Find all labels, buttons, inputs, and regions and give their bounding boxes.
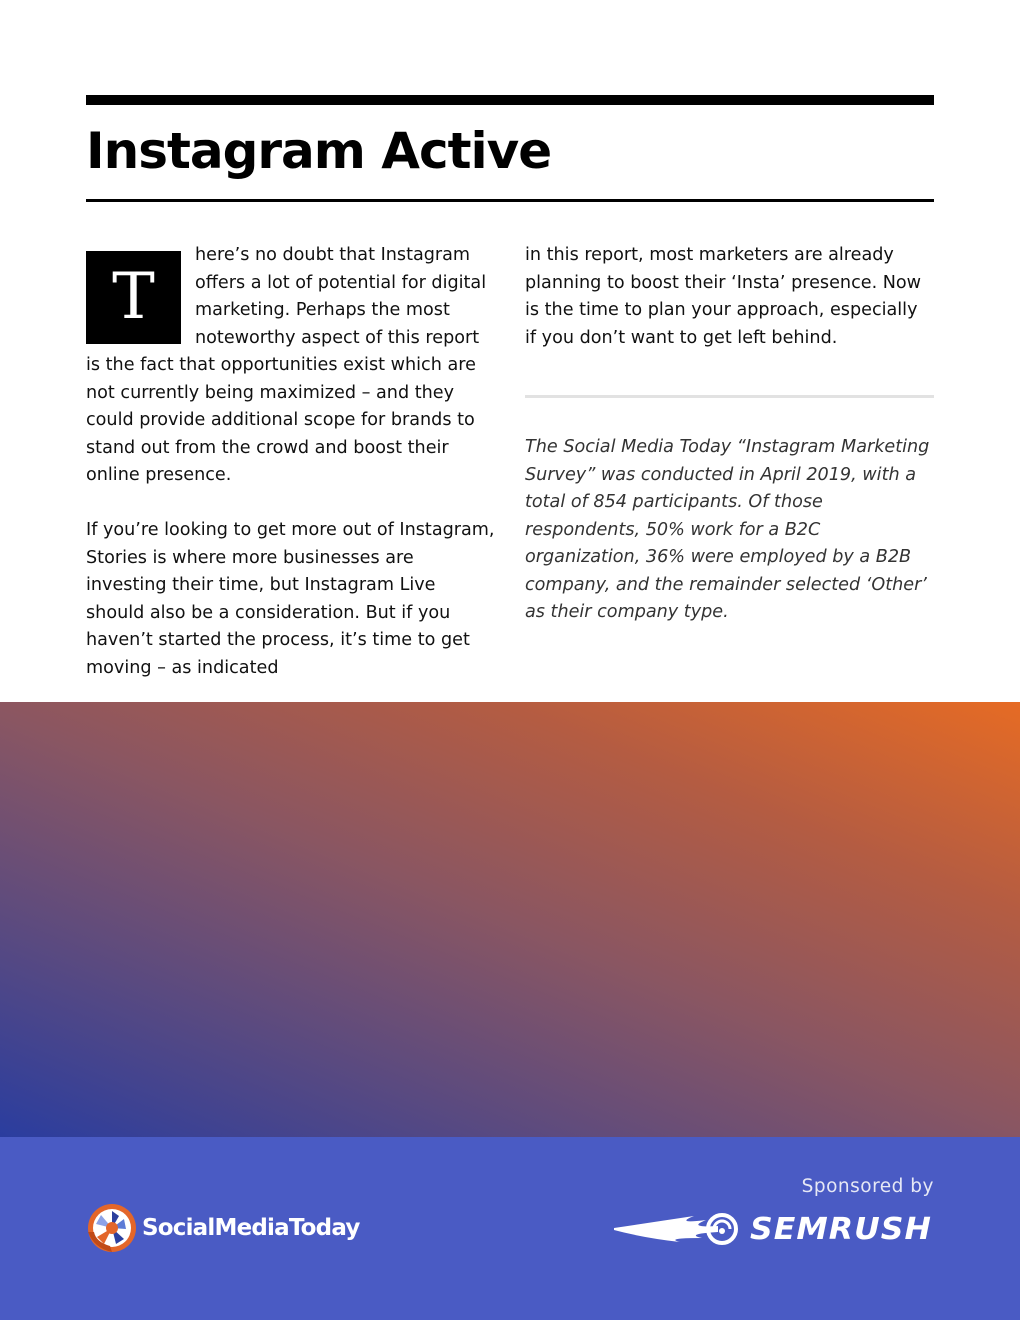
semrush-flame-icon <box>614 1215 736 1243</box>
intro-paragraph-text: here’s no doubt that Instagram offers a lot of potential for digital marketing. Perhaps the most noteworthy aspect of this report is the fact that opportunities exist which are not currently being maximized – and they could provide additional scope for brands to stand out from the crowd and boost their online presence. <box>86 245 487 485</box>
stories-paragraph: If you’re looking to get more out of Instagram, Stories is where more businesses are investing their time, but Instagram Live should also be a consideration. But if you haven’t started the process, it’s time to get moving – as indicated <box>86 520 495 678</box>
intro-paragraph <box>86 242 496 490</box>
semrush-logo <box>614 1208 934 1248</box>
sponsored-by-label: Sponsored by <box>801 1176 934 1197</box>
semrush-wordmark: SEMRUSH <box>750 1212 932 1247</box>
left-column <box>86 242 496 682</box>
dropcap: T <box>86 251 181 344</box>
right-column <box>525 242 934 352</box>
smt-logo-text: SocialMediaToday <box>142 1215 360 1241</box>
column-divider <box>525 395 934 398</box>
title-rule <box>86 199 934 202</box>
social-media-today-logo <box>86 1203 360 1253</box>
continuation-paragraph: in this report, most marketers are already planning to boost their ‘Insta’ presence. Now is the time to plan your approach, especially if you don’t want to get left behind. <box>525 245 922 348</box>
gradient-banner <box>0 702 1020 1138</box>
survey-note: The Social Media Today “Instagram Marketing Survey” was conducted in April 2019, with a total of 854 participants. Of those respondents, 50% work for a B2C organization, 36% were employed by a B2B company, and the remainder selected ‘Other’ as their company type. <box>525 437 930 622</box>
page-title: Instagram Active <box>86 122 552 180</box>
top-rule <box>86 95 934 105</box>
smt-logo-icon <box>86 1202 138 1254</box>
